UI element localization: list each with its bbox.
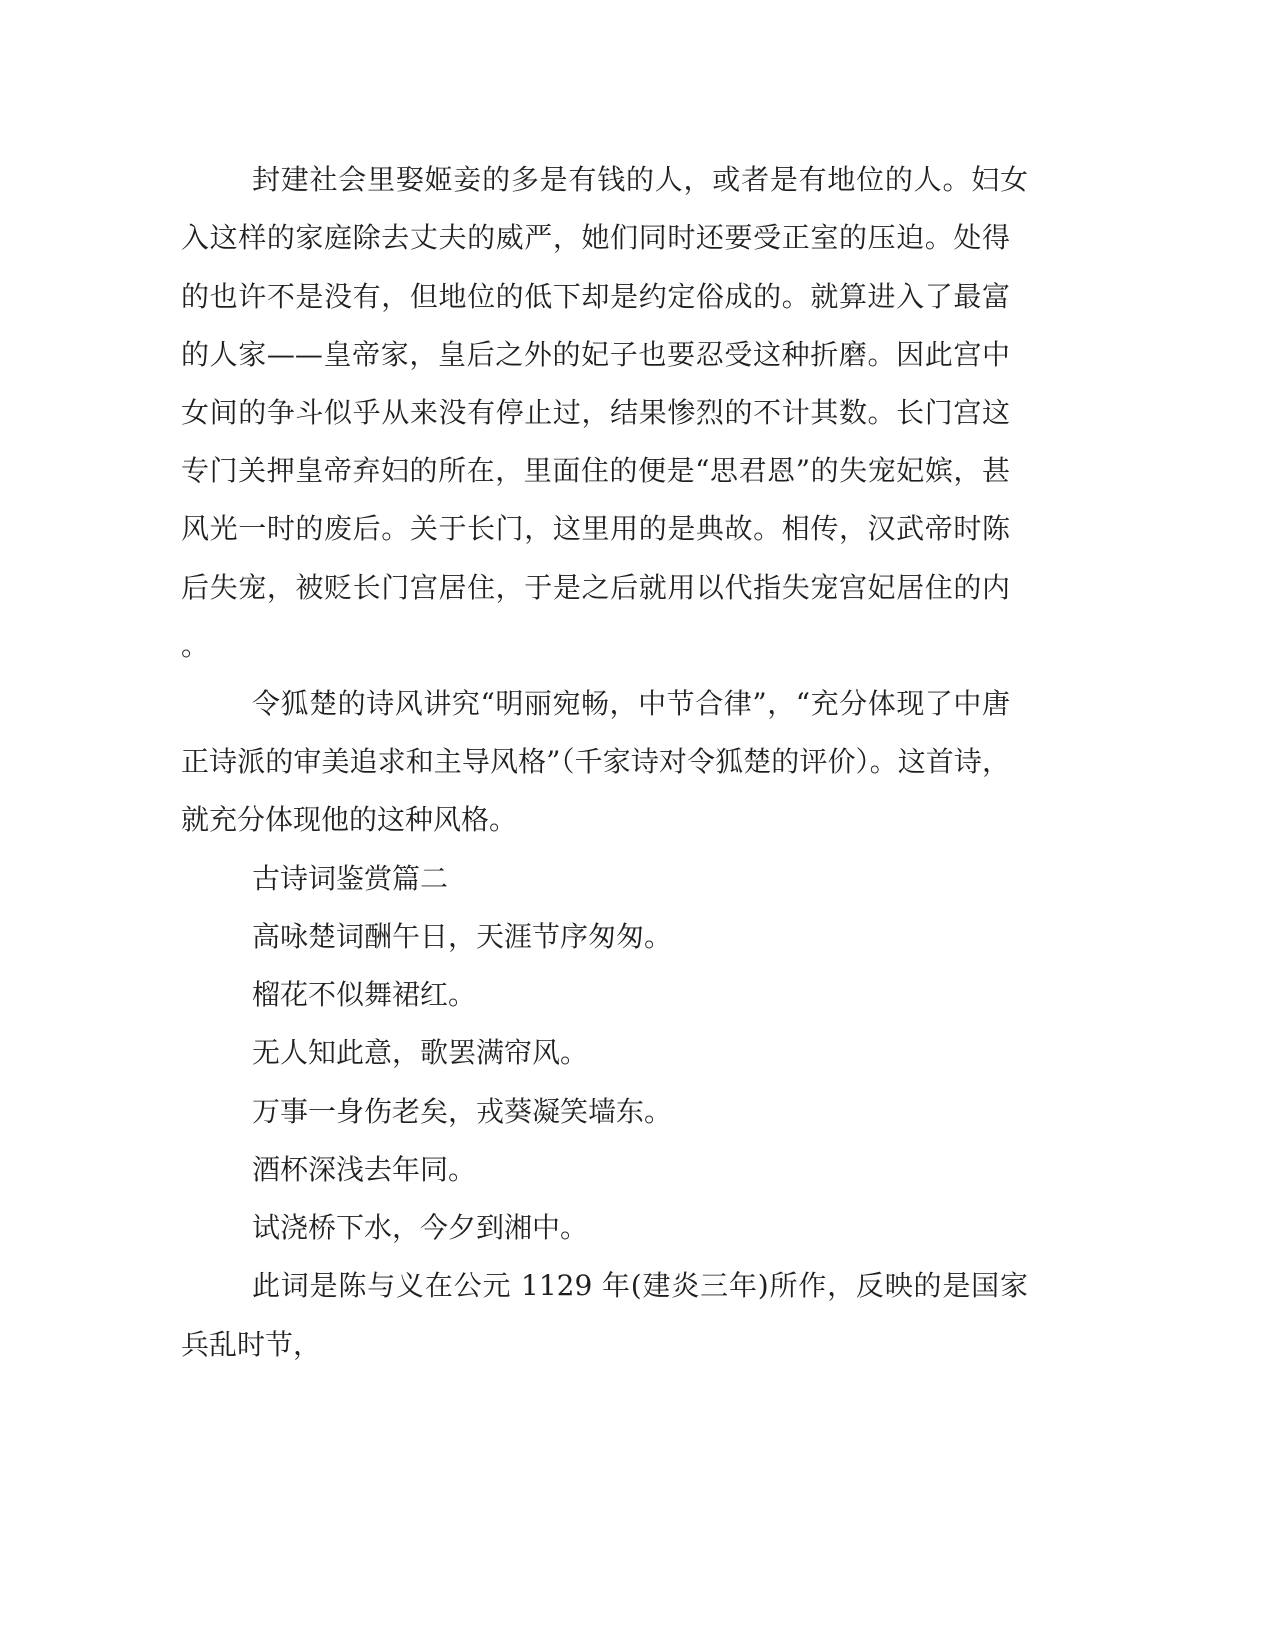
paragraph-line: 专门关押皇帝弃妇的所在，里面住的便是“思君恩”的失宠妃嫔，甚: [181, 454, 1010, 487]
paragraph-line: 封建社会里娶姬妾的多是有钱的人，或者是有地位的人。妇女: [252, 163, 1028, 196]
poem-line: 无人知此意，歌罢满帘风。: [252, 1036, 589, 1069]
paragraph-line: 入这样的家庭除去丈夫的威严，她们同时还要受正室的压迫。处得: [181, 221, 1010, 254]
poem-line: 高咏楚词酬午日，天涯节序匆匆。: [252, 920, 673, 953]
paragraph-line: 风光一时的废后。关于长门，这里用的是典故。相传，汉武帝时陈: [181, 512, 1010, 545]
paragraph-line: 。: [181, 629, 210, 662]
poem-line: 榴花不似舞裙红。: [252, 978, 477, 1011]
paragraph-line: 的也许不是没有，但地位的低下却是约定俗成的。就算进入了最富: [181, 280, 1010, 313]
paragraph-line: 兵乱时节，: [181, 1328, 322, 1361]
poem-line: 酒杯深浅去年同。: [252, 1153, 477, 1186]
poem-line: 万事一身伤老矣，戎葵凝笑墙东。: [252, 1095, 673, 1128]
paragraph-line: 后失宠，被贬长门宫居住，于是之后就用以代指失宠宫妃居住的内: [181, 571, 1010, 604]
poem-line: 试浇桥下水，今夕到湘中。: [252, 1211, 589, 1244]
paragraph-line: 女间的争斗似乎从来没有停止过，结果惨烈的不计其数。长门宫这: [181, 396, 1010, 429]
paragraph-line: 就充分体现他的这种风格。: [181, 803, 518, 836]
paragraph-line: 正诗派的审美追求和主导风格”（千家诗对令狐楚的评价）。这首诗，: [181, 745, 1010, 778]
paragraph-line: 此词是陈与义在公元 1129 年(建炎三年)所作，反映的是国家: [252, 1269, 1028, 1302]
paragraph-line: 的人家——皇帝家，皇后之外的妃子也要忍受这种折磨。因此宫中: [181, 338, 1010, 371]
section-heading: 古诗词鉴赏篇二: [252, 862, 449, 895]
paragraph-line: 令狐楚的诗风讲究“明丽宛畅，中节合律”，“充分体现了中唐: [252, 687, 1010, 720]
